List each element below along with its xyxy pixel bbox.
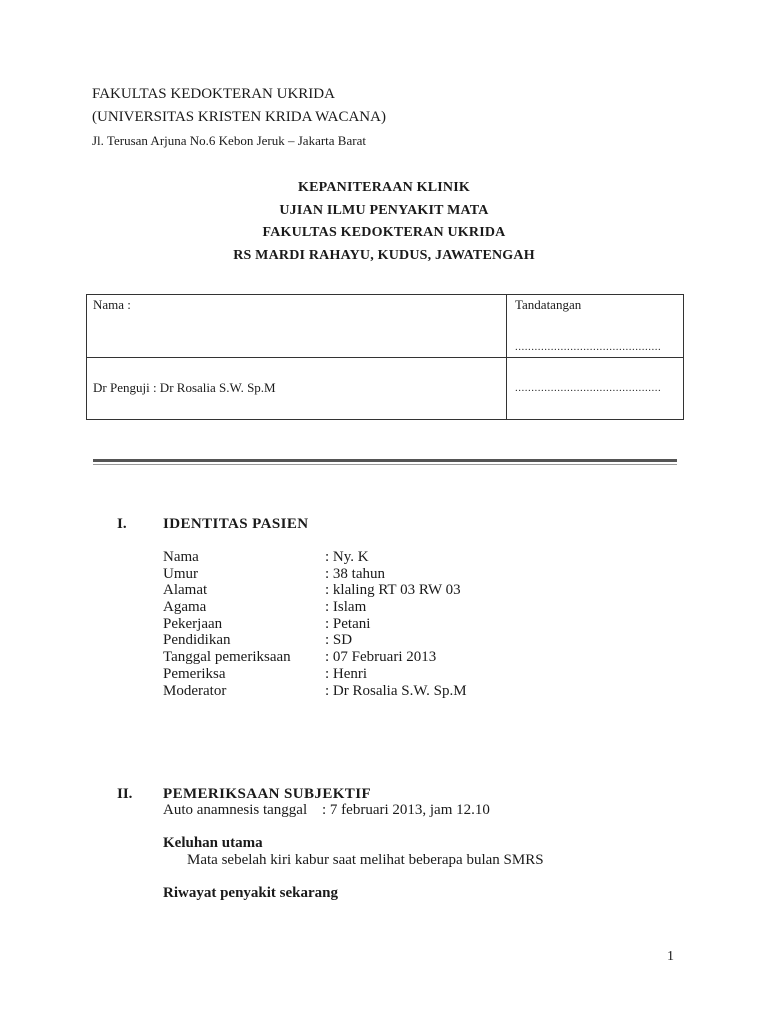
anamnesis-value: : 7 februari 2013, jam 12.10 — [322, 802, 490, 818]
identity-value: : Henri — [325, 665, 368, 682]
divider-thin — [93, 464, 677, 465]
keluhan-text: Mata sebelah kiri kabur saat melihat beberapa bulan SMRS — [187, 852, 544, 868]
title-line-4: RS MARDI RAHAYU, KUDUS, JAWATENGAH — [233, 248, 535, 263]
identity-label: Pemeriksa — [163, 665, 226, 682]
identity-label: Umur — [163, 565, 198, 582]
title-line-1: KEPANITERAAN KLINIK — [298, 180, 470, 195]
keluhan-title: Keluhan utama — [163, 835, 263, 851]
riwayat-title: Riwayat penyakit sekarang — [163, 885, 339, 901]
identity-label: Agama — [163, 599, 207, 616]
identity-value: : 07 Februari 2013 — [325, 649, 437, 666]
section-2-title: PEMERIKSAAN SUBJEKTIF — [163, 786, 372, 802]
identity-value: : Ny. K — [325, 549, 369, 565]
section-1-title: IDENTITAS PASIEN — [163, 516, 309, 532]
identity-value: : klaling RT 03 RW 03 — [325, 582, 461, 599]
title-line-2: UJIAN ILMU PENYAKIT MATA — [279, 203, 489, 218]
faculty-name: FAKULTAS KEDOKTERAN UKRIDA — [92, 86, 335, 102]
identity-label: Alamat — [163, 582, 208, 599]
identity-label: Tanggal pemeriksaan — [163, 649, 291, 666]
identity-value: : Petani — [325, 615, 371, 632]
identity-label: Pekerjaan — [163, 615, 223, 632]
address: Jl. Terusan Arjuna No.6 Kebon Jeruk – Jakarta Barat — [92, 133, 366, 148]
signature-dots-2: ............................................. — [515, 382, 662, 394]
identity-value: : 38 tahun — [325, 565, 385, 582]
identity-label: Moderator — [163, 682, 227, 699]
identity-value: : Islam — [325, 599, 367, 616]
university-name: (UNIVERSITAS KRISTEN KRIDA WACANA) — [92, 109, 386, 125]
anamnesis-label: Auto anamnesis tanggal — [163, 802, 308, 818]
signature-cell[interactable] — [507, 295, 684, 358]
signature-label: Tandatangan — [515, 297, 582, 312]
title-line-3: FAKULTAS KEDOKTERAN UKRIDA — [262, 225, 506, 240]
divider-thick — [93, 459, 677, 462]
identity-value: : Dr Rosalia S.W. Sp.M — [325, 682, 467, 699]
signature-table — [86, 294, 684, 420]
identity-value: : SD — [325, 632, 353, 649]
section-1-number: I. — [117, 516, 127, 532]
identity-label: Nama — [163, 549, 199, 565]
name-cell[interactable] — [87, 295, 507, 358]
identity-label: Pendidikan — [163, 632, 231, 649]
examiner-cell — [87, 358, 507, 420]
page-number: 1 — [667, 949, 674, 964]
name-label: Nama : — [93, 297, 131, 312]
section-2-number: II. — [117, 786, 133, 802]
examiner-label: Dr Penguji : Dr Rosalia S.W. Sp.M — [93, 380, 276, 395]
signature-dots-1: ............................................. — [515, 341, 662, 353]
examiner-signature-cell[interactable] — [507, 358, 684, 420]
